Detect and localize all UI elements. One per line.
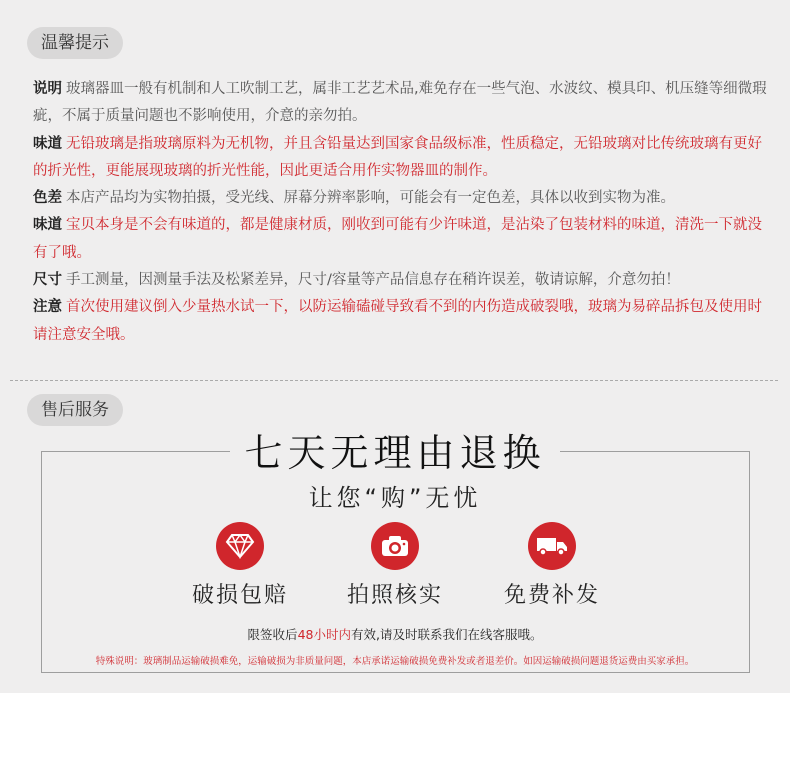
feature-label: 拍照核实: [346, 583, 443, 608]
feature-photo-verify: [315, 522, 475, 609]
note-key: 色差: [33, 190, 62, 207]
sign-after: 有效,请及时联系我们在线客服哦。: [350, 627, 543, 642]
note-text: 首次使用建议倒入少量热水试一下，以防运输磕碰导致看不到的内伤造成破裂哦，玻璃为易碎品拆包及使用时请注意安全哦。: [33, 299, 762, 343]
tips-title: 温馨提示: [27, 27, 123, 59]
service-title: 售后服务: [27, 394, 123, 426]
note-item: [33, 212, 773, 267]
sign-highlight: 48小时内: [297, 627, 351, 642]
note-key: 尺寸: [33, 272, 62, 289]
fine-print: 特殊说明：玻璃制品运输破损难免，运输破损为非质量问题，本店承诺运输破损免费补发或者退差价。如因运输破损问题退货运费由买家承担。: [95, 656, 695, 667]
note-text: 本店产品均为实物拍摄，受光线、屏幕分辨率影响，可能会有一定色差，具体以收到实物为准。: [66, 190, 675, 207]
note-item: [33, 131, 773, 186]
note-key: 味道: [33, 217, 62, 234]
notes-list: [33, 76, 773, 349]
note-item: [33, 76, 773, 131]
sign-before: 限签收后: [247, 627, 298, 642]
feature-free-resend: [472, 522, 632, 609]
note-key: 味道: [33, 135, 62, 152]
camera-icon: [371, 522, 419, 570]
note-text: 宝贝本身是不会有味道的，都是健康材质，刚收到可能有少许味道，是沾染了包装材料的味道，清洗一下就没有了哦。: [33, 217, 762, 261]
note-item: [33, 294, 773, 349]
note-key: 注意: [33, 299, 62, 316]
feature-label: 破损包赔: [191, 583, 288, 608]
sign-notice: [0, 625, 790, 643]
service-subline: 让您“购”无忧: [308, 484, 482, 512]
feature-label: 免费补发: [503, 583, 600, 608]
note-text: 手工测量，因测量手法及松紧差异，尺寸/容量等产品信息存在稍许误差，敬请谅解，介意勿拍！: [66, 272, 680, 289]
note-item: [33, 185, 773, 212]
note-text: 无铅玻璃是指玻璃原料为无机物，并且含铅量达到国家食品级标准，性质稳定，无铅玻璃对比传统玻璃有更好的折光性，更能展现玻璃的折光性能，因此更适合用作实物器皿的制作。: [33, 135, 762, 179]
note-item: [33, 267, 773, 294]
feature-damage-compensation: [160, 522, 320, 609]
diamond-icon: [216, 522, 264, 570]
truck-icon: [528, 522, 576, 570]
note-text: 玻璃器皿一般有机制和人工吹制工艺，属非工艺艺术品,难免存在一些气泡、水波纹、模具印、机压缝等细微瑕疵，不属于质量问题也不影响使用，介意的亲勿拍。: [33, 81, 767, 125]
service-headline: 七天无理由退换: [230, 430, 560, 476]
note-key: 说明: [33, 81, 62, 97]
dashed-divider: [10, 380, 778, 381]
